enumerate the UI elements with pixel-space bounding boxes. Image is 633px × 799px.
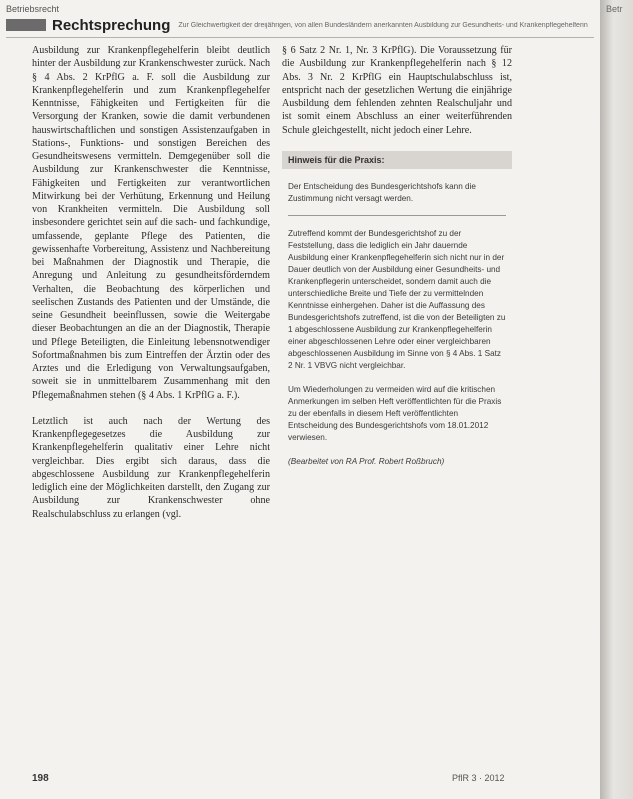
header-rule [6,37,594,38]
practice-note-paragraph-1: Der Entscheidung des Bundesgerichtshofs kann die Zustimmung nicht versagt werden. [288,181,476,203]
next-page-edge [600,0,633,799]
practice-note-body [282,181,512,468]
page-title: Rechtsprechung [52,16,171,34]
practice-note-paragraph-3: Um Wiederholungen zu vermeiden wird auf die kritischen Anmerkungen im selben Heft veröffentlichten für die Praxis zu der ebenfalls in diesem Heft veröffentlichten Entscheidung des Bundesgerichtshofs vom 18.01.2012 verwiesen. [288,384,502,442]
editor-credit: (Bearbeitet von RA Prof. Robert Roßbruch) [288,456,445,466]
left-column [32,44,270,534]
practice-note-divider [288,215,506,216]
practice-note-paragraph-2: Zutreffend kommt der Bundesgerichtshof zu der Feststellung, dass die lediglich ein Jahr dauernde Ausbildung einer Krankenpflegehelferin sich nicht nur in der Dauer deutlich von der Ausbildung einer Gesundheits- und Krankenpflegerin unterscheidet, sondern damit auch die unterschiedliche Breite und Tiefe der zu vermittelnden Kenntnisse einhergehen. Daher ist die Auffassung des Bundesgerichtshofs zutreffend, ist die von der Beteiligten zu 1 abgeschlossene Ausbildung zur Krankenpflegehelferin einer abgeschlossenen Lehre oder einer vergleichbaren abgeschlossenen Ausbildung im Sinne von § 4 Abs. 1 Satz 2 Nr. 1 VBVG nicht vergleichbar. [288,228,506,370]
right-paragraph: § 6 Satz 2 Nr. 1, Nr. 3 KrPflG). Die Voraussetzung für die Ausbildung zur Krankenpflegehelferin nach § 12 Abs. 3 Nr. 2 KrPflG ein Hauptschulabschluss ist, entspricht nach der gesetzlichen Wertung die einjährige Ausbildung dem fehlenden zehnten Realschuljahr und ist somit einem Abschluss an einer weiterführenden Schule gleichgestellt, nicht jedoch einer Lehre. [282,45,512,136]
page-number: 198 [32,773,49,784]
left-paragraph-1: Ausbildung zur Krankenpflegehelferin bleibt deutlich hinter der Ausbildung zur Krankenschwester zurück. Nach § 4 Abs. 2 KrPflG a. F. soll die Ausbildung zur Krankenpflegehelferin und zum Krankenpflegehelfer Kenntnisse, Fähigkeiten und Fertigkeiten für die Versorgung der Kranken, sowie die damit verbundenen hauswirtschaftlichen und sonstigen Assistenzaufgaben in Stations-, Funktions- und sonstigen Bereichen des Gesundheitswesens vermitteln. Demgegenüber soll die Ausbildung zur Krankenschwester die Kenntnisse, Fähigkeiten und Fertigkeiten zur verantwortlichen Mitwirkung bei der Verhütung, Erkennung und Heilung von Krankheiten vermitteln. Die Ausbildung soll insbesondere gerichtet sein auf die sach- und fachkundige, umfassende, geplante Pflege des Patienten, die gewissenhafte Vorbereitung, Assistenz und Nachbereitung bei Maßnahmen der Diagnostik und Therapie, die Anregung und Anleitung zu gesundheitsförderndem Verhalten, die Beobachtung des körperlichen und seelischen Zustands des Patienten und der Umstände, die seine Gesundheit beeinflussen, sowie die Weitergabe dieser Beobachtungen an die an der Diagnostik, Therapie und Pflege Beteiligten, die Einleitung lebensnotwendiger Sofortmaßnahmen bis zum Eintreffen der Ärztin oder des Arztes und die Erledigung von Verwaltungsaufgaben, soweit sie in unmittelbarem Zusammenhang mit den Pflegemaßnahmen stehen (§ 4 Abs. 1 KrPflG a. F.). [32,45,270,401]
page-header [6,17,594,33]
next-page-label: Betr [606,4,623,14]
left-paragraph-2: Letztlich ist auch nach der Wertung des Krankenpflegegesetzes die Ausbildung zur Krankenpflegehelferin qualitativ einer Lehre nicht vergleichbar. Dies ergibt sich daraus, dass die abgeschlossene Ausbildung zur Krankenpflegehelferin lediglich eine der Möglichkeiten darstellt, den Zugang zur Ausbildung zur Krankenschwester ohne Realschulabschluss zu erlangen (vgl. [32,415,270,520]
header-bar [6,19,46,31]
right-column [282,44,512,468]
section-label: Betriebsrecht [6,4,60,14]
practice-note-heading: Hinweis für die Praxis: [282,151,512,169]
page-subtitle: Zur Gleichwertigkeit der dreijährigen, von allen Bundesländern anerkannten Ausbildung zur Gesundheits- und Krankenpflegehelferin [178,21,588,29]
journal-issue: PflR 3 · 2012 [452,773,505,783]
